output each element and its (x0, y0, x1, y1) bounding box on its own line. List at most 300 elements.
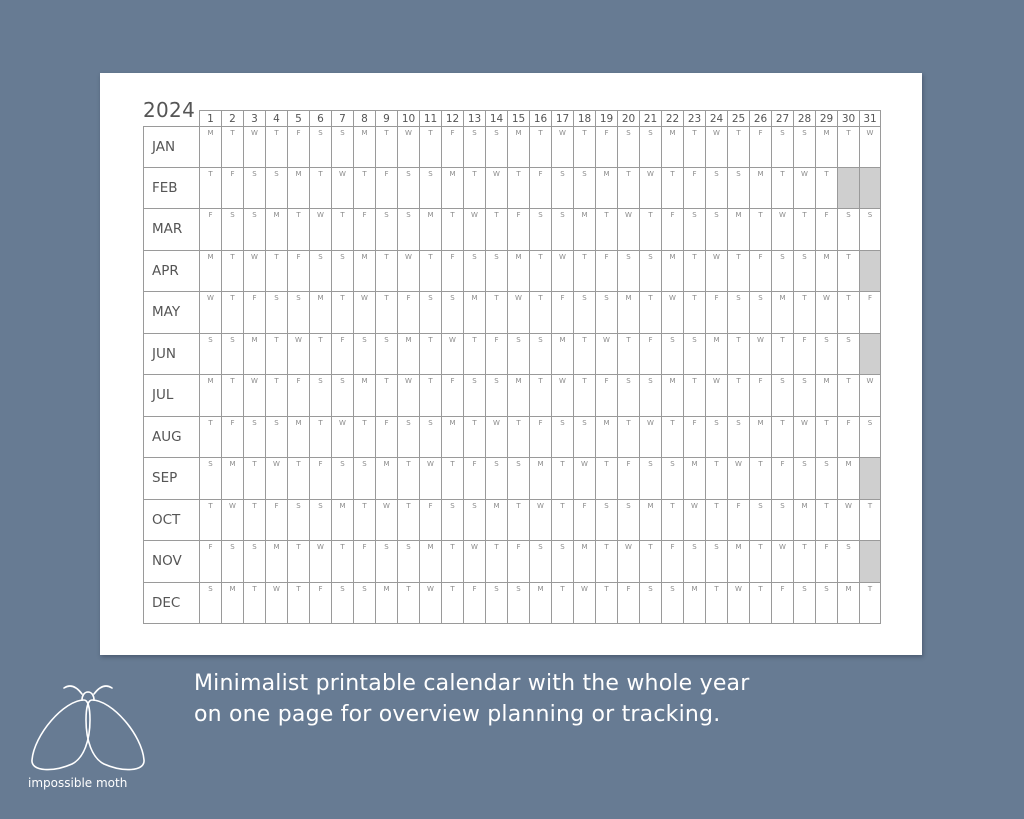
day-cell[interactable]: T (353, 168, 375, 210)
day-cell[interactable]: F (397, 292, 419, 334)
day-cell[interactable]: T (837, 126, 859, 168)
day-cell[interactable]: T (419, 126, 441, 168)
day-cell[interactable]: M (661, 251, 683, 293)
day-cell[interactable]: S (397, 209, 419, 251)
day-cell[interactable]: M (353, 126, 375, 168)
day-cell[interactable]: S (573, 417, 595, 459)
day-cell[interactable]: T (463, 334, 485, 376)
day-cell[interactable]: M (815, 375, 837, 417)
day-cell[interactable]: S (331, 583, 353, 625)
day-cell[interactable]: M (375, 583, 397, 625)
day-cell[interactable]: M (749, 168, 771, 210)
day-cell[interactable]: T (485, 541, 507, 583)
day-cell[interactable]: S (793, 375, 815, 417)
day-cell[interactable]: W (859, 375, 881, 417)
day-cell[interactable]: S (705, 168, 727, 210)
day-cell[interactable]: S (705, 209, 727, 251)
day-cell[interactable]: S (265, 292, 287, 334)
day-cell[interactable]: S (815, 583, 837, 625)
day-cell[interactable]: T (441, 541, 463, 583)
day-cell[interactable]: T (265, 126, 287, 168)
day-cell[interactable]: T (529, 251, 551, 293)
day-cell[interactable]: T (243, 458, 265, 500)
day-cell[interactable]: S (265, 417, 287, 459)
day-cell[interactable]: S (661, 334, 683, 376)
day-cell[interactable]: W (551, 375, 573, 417)
day-cell[interactable]: T (419, 251, 441, 293)
day-cell[interactable]: T (837, 292, 859, 334)
day-cell[interactable]: T (551, 458, 573, 500)
day-cell[interactable]: F (287, 375, 309, 417)
day-cell[interactable]: T (309, 334, 331, 376)
day-cell[interactable]: S (309, 500, 331, 542)
day-cell[interactable]: T (287, 458, 309, 500)
day-cell[interactable]: S (463, 500, 485, 542)
day-cell[interactable]: M (551, 334, 573, 376)
day-cell[interactable]: W (661, 292, 683, 334)
day-cell[interactable]: T (551, 500, 573, 542)
day-cell[interactable]: F (661, 541, 683, 583)
day-cell[interactable]: W (309, 541, 331, 583)
day-cell[interactable]: F (199, 541, 221, 583)
day-cell[interactable]: S (573, 292, 595, 334)
day-cell[interactable]: F (419, 500, 441, 542)
day-cell[interactable]: F (705, 292, 727, 334)
day-cell[interactable]: S (419, 417, 441, 459)
day-cell[interactable]: S (441, 500, 463, 542)
day-cell[interactable]: T (331, 541, 353, 583)
day-cell[interactable]: M (661, 375, 683, 417)
day-cell[interactable]: S (529, 209, 551, 251)
day-cell[interactable]: M (507, 126, 529, 168)
day-cell[interactable]: T (727, 375, 749, 417)
day-cell[interactable]: S (353, 458, 375, 500)
day-cell[interactable]: W (705, 375, 727, 417)
day-cell[interactable]: T (705, 500, 727, 542)
day-cell[interactable]: F (441, 251, 463, 293)
day-cell[interactable]: T (837, 251, 859, 293)
day-cell[interactable]: S (771, 375, 793, 417)
day-cell[interactable]: F (353, 541, 375, 583)
day-cell[interactable]: S (463, 126, 485, 168)
day-cell[interactable]: S (419, 292, 441, 334)
day-cell[interactable]: M (485, 500, 507, 542)
day-cell[interactable]: T (815, 168, 837, 210)
day-cell[interactable]: F (441, 375, 463, 417)
day-cell[interactable]: F (749, 251, 771, 293)
day-cell[interactable]: T (419, 375, 441, 417)
day-cell[interactable]: F (375, 417, 397, 459)
day-cell[interactable]: M (705, 334, 727, 376)
day-cell[interactable]: M (771, 292, 793, 334)
day-cell[interactable]: T (683, 292, 705, 334)
day-cell[interactable]: T (683, 375, 705, 417)
day-cell[interactable]: F (859, 292, 881, 334)
day-cell[interactable]: S (199, 334, 221, 376)
day-cell[interactable]: S (507, 583, 529, 625)
day-cell[interactable]: M (221, 583, 243, 625)
day-cell[interactable]: W (837, 500, 859, 542)
day-cell[interactable]: T (815, 417, 837, 459)
day-cell[interactable]: W (221, 500, 243, 542)
day-cell[interactable]: S (771, 251, 793, 293)
day-cell[interactable]: T (595, 209, 617, 251)
day-cell[interactable]: S (815, 458, 837, 500)
day-cell[interactable]: T (771, 334, 793, 376)
day-cell[interactable]: M (595, 417, 617, 459)
day-cell[interactable]: S (683, 334, 705, 376)
day-cell[interactable]: M (287, 417, 309, 459)
day-cell[interactable]: T (441, 209, 463, 251)
day-cell[interactable]: W (507, 292, 529, 334)
day-cell[interactable]: S (617, 375, 639, 417)
day-cell[interactable]: S (859, 417, 881, 459)
day-cell[interactable]: F (221, 417, 243, 459)
day-cell[interactable]: F (683, 168, 705, 210)
day-cell[interactable]: S (199, 583, 221, 625)
day-cell[interactable]: T (771, 417, 793, 459)
day-cell[interactable]: F (309, 583, 331, 625)
day-cell[interactable]: F (221, 168, 243, 210)
day-cell[interactable]: M (815, 126, 837, 168)
day-cell[interactable]: S (617, 500, 639, 542)
day-cell[interactable]: W (463, 209, 485, 251)
day-cell[interactable]: S (551, 541, 573, 583)
day-cell[interactable]: W (419, 458, 441, 500)
day-cell[interactable]: F (837, 417, 859, 459)
day-cell[interactable]: F (353, 209, 375, 251)
day-cell[interactable]: T (661, 417, 683, 459)
day-cell[interactable]: S (397, 168, 419, 210)
day-cell[interactable]: M (573, 541, 595, 583)
day-cell[interactable]: M (419, 541, 441, 583)
day-cell[interactable]: S (221, 209, 243, 251)
day-cell[interactable]: T (221, 292, 243, 334)
day-cell[interactable]: W (419, 583, 441, 625)
day-cell[interactable]: S (529, 334, 551, 376)
day-cell[interactable]: S (727, 417, 749, 459)
day-cell[interactable]: T (287, 583, 309, 625)
day-cell[interactable]: M (265, 209, 287, 251)
day-cell[interactable]: M (683, 458, 705, 500)
day-cell[interactable]: F (595, 375, 617, 417)
day-cell[interactable]: F (529, 417, 551, 459)
day-cell[interactable]: T (397, 458, 419, 500)
day-cell[interactable]: F (551, 292, 573, 334)
day-cell[interactable]: T (397, 500, 419, 542)
day-cell[interactable]: S (639, 583, 661, 625)
day-cell[interactable]: S (793, 251, 815, 293)
day-cell[interactable]: M (815, 251, 837, 293)
day-cell[interactable]: T (573, 251, 595, 293)
day-cell[interactable]: S (243, 209, 265, 251)
day-cell[interactable]: S (705, 541, 727, 583)
day-cell[interactable]: S (353, 334, 375, 376)
day-cell[interactable]: F (375, 168, 397, 210)
day-cell[interactable]: S (375, 334, 397, 376)
day-cell[interactable]: T (199, 500, 221, 542)
day-cell[interactable]: W (441, 334, 463, 376)
day-cell[interactable]: S (309, 251, 331, 293)
day-cell[interactable]: S (331, 251, 353, 293)
day-cell[interactable]: M (573, 209, 595, 251)
day-cell[interactable]: T (397, 583, 419, 625)
day-cell[interactable]: S (287, 292, 309, 334)
day-cell[interactable]: W (683, 500, 705, 542)
day-cell[interactable]: T (573, 334, 595, 376)
day-cell[interactable]: F (463, 458, 485, 500)
day-cell[interactable]: S (727, 292, 749, 334)
day-cell[interactable]: S (507, 458, 529, 500)
day-cell[interactable]: S (815, 334, 837, 376)
day-cell[interactable]: F (815, 209, 837, 251)
day-cell[interactable]: W (397, 126, 419, 168)
day-cell[interactable]: S (243, 541, 265, 583)
day-cell[interactable]: M (595, 168, 617, 210)
day-cell[interactable]: T (859, 583, 881, 625)
day-cell[interactable]: F (595, 251, 617, 293)
day-cell[interactable]: M (353, 375, 375, 417)
day-cell[interactable]: T (639, 292, 661, 334)
day-cell[interactable]: S (595, 500, 617, 542)
day-cell[interactable]: T (375, 251, 397, 293)
day-cell[interactable]: M (243, 334, 265, 376)
day-cell[interactable]: T (837, 375, 859, 417)
day-cell[interactable]: T (441, 458, 463, 500)
day-cell[interactable]: S (331, 458, 353, 500)
day-cell[interactable]: T (749, 583, 771, 625)
day-cell[interactable]: T (859, 500, 881, 542)
day-cell[interactable]: S (485, 458, 507, 500)
day-cell[interactable]: W (331, 168, 353, 210)
day-cell[interactable]: S (485, 583, 507, 625)
day-cell[interactable]: T (463, 168, 485, 210)
day-cell[interactable]: T (551, 583, 573, 625)
day-cell[interactable]: S (397, 417, 419, 459)
day-cell[interactable]: S (507, 334, 529, 376)
day-cell[interactable]: T (815, 500, 837, 542)
day-cell[interactable]: W (727, 458, 749, 500)
day-cell[interactable]: T (265, 334, 287, 376)
day-cell[interactable]: W (199, 292, 221, 334)
day-cell[interactable]: T (221, 126, 243, 168)
day-cell[interactable]: S (199, 458, 221, 500)
day-cell[interactable]: T (463, 417, 485, 459)
day-cell[interactable]: S (639, 458, 661, 500)
day-cell[interactable]: M (529, 583, 551, 625)
day-cell[interactable]: W (485, 417, 507, 459)
day-cell[interactable]: W (243, 126, 265, 168)
day-cell[interactable]: W (727, 583, 749, 625)
day-cell[interactable]: M (727, 209, 749, 251)
day-cell[interactable]: T (441, 583, 463, 625)
day-cell[interactable]: T (573, 126, 595, 168)
day-cell[interactable]: F (441, 126, 463, 168)
day-cell[interactable]: F (683, 417, 705, 459)
day-cell[interactable]: F (287, 126, 309, 168)
day-cell[interactable]: F (507, 541, 529, 583)
day-cell[interactable]: T (529, 292, 551, 334)
day-cell[interactable]: F (265, 500, 287, 542)
day-cell[interactable]: M (199, 126, 221, 168)
day-cell[interactable]: W (375, 500, 397, 542)
day-cell[interactable]: M (793, 500, 815, 542)
day-cell[interactable]: W (617, 209, 639, 251)
day-cell[interactable]: S (771, 500, 793, 542)
day-cell[interactable]: S (221, 334, 243, 376)
day-cell[interactable]: F (727, 500, 749, 542)
day-cell[interactable]: M (441, 168, 463, 210)
day-cell[interactable]: M (463, 292, 485, 334)
day-cell[interactable]: F (793, 334, 815, 376)
day-cell[interactable]: S (463, 375, 485, 417)
day-cell[interactable]: T (199, 417, 221, 459)
day-cell[interactable]: S (705, 417, 727, 459)
day-cell[interactable]: F (485, 334, 507, 376)
day-cell[interactable]: S (353, 583, 375, 625)
day-cell[interactable]: F (331, 334, 353, 376)
day-cell[interactable]: W (617, 541, 639, 583)
day-cell[interactable]: M (661, 126, 683, 168)
day-cell[interactable]: T (265, 251, 287, 293)
day-cell[interactable]: M (287, 168, 309, 210)
day-cell[interactable]: S (793, 126, 815, 168)
day-cell[interactable]: S (221, 541, 243, 583)
day-cell[interactable]: S (793, 458, 815, 500)
day-cell[interactable]: T (331, 209, 353, 251)
day-cell[interactable]: S (573, 168, 595, 210)
day-cell[interactable]: M (353, 251, 375, 293)
day-cell[interactable]: S (683, 541, 705, 583)
day-cell[interactable]: S (661, 458, 683, 500)
day-cell[interactable]: T (793, 541, 815, 583)
day-cell[interactable]: M (837, 458, 859, 500)
day-cell[interactable]: S (287, 500, 309, 542)
day-cell[interactable]: S (771, 126, 793, 168)
day-cell[interactable]: M (199, 251, 221, 293)
day-cell[interactable]: F (595, 126, 617, 168)
day-cell[interactable]: W (771, 209, 793, 251)
day-cell[interactable]: W (749, 334, 771, 376)
day-cell[interactable]: M (441, 417, 463, 459)
day-cell[interactable]: T (529, 126, 551, 168)
day-cell[interactable]: S (551, 209, 573, 251)
day-cell[interactable]: F (639, 334, 661, 376)
day-cell[interactable]: T (221, 251, 243, 293)
day-cell[interactable]: F (749, 126, 771, 168)
day-cell[interactable]: T (309, 168, 331, 210)
day-cell[interactable]: F (507, 209, 529, 251)
day-cell[interactable]: S (859, 209, 881, 251)
day-cell[interactable]: S (661, 583, 683, 625)
day-cell[interactable]: W (815, 292, 837, 334)
day-cell[interactable]: S (837, 334, 859, 376)
day-cell[interactable]: S (397, 541, 419, 583)
day-cell[interactable]: F (661, 209, 683, 251)
day-cell[interactable]: T (199, 168, 221, 210)
day-cell[interactable]: W (859, 126, 881, 168)
day-cell[interactable]: T (683, 126, 705, 168)
day-cell[interactable]: T (749, 458, 771, 500)
day-cell[interactable]: F (463, 583, 485, 625)
day-cell[interactable]: S (617, 251, 639, 293)
day-cell[interactable]: T (419, 334, 441, 376)
day-cell[interactable]: T (661, 500, 683, 542)
day-cell[interactable]: F (199, 209, 221, 251)
day-cell[interactable]: T (507, 417, 529, 459)
day-cell[interactable]: M (639, 500, 661, 542)
day-cell[interactable]: S (683, 209, 705, 251)
day-cell[interactable]: M (507, 375, 529, 417)
day-cell[interactable]: S (551, 168, 573, 210)
day-cell[interactable]: T (793, 209, 815, 251)
day-cell[interactable]: T (683, 251, 705, 293)
day-cell[interactable]: T (727, 334, 749, 376)
day-cell[interactable]: W (265, 583, 287, 625)
day-cell[interactable]: S (837, 209, 859, 251)
day-cell[interactable]: S (485, 251, 507, 293)
day-cell[interactable]: T (375, 375, 397, 417)
day-cell[interactable]: S (309, 375, 331, 417)
day-cell[interactable]: T (243, 583, 265, 625)
day-cell[interactable]: W (639, 417, 661, 459)
day-cell[interactable]: S (331, 375, 353, 417)
day-cell[interactable]: S (639, 375, 661, 417)
day-cell[interactable]: T (507, 168, 529, 210)
day-cell[interactable]: W (771, 541, 793, 583)
day-cell[interactable]: T (287, 541, 309, 583)
day-cell[interactable]: M (529, 458, 551, 500)
day-cell[interactable]: T (727, 251, 749, 293)
day-cell[interactable]: W (705, 251, 727, 293)
day-cell[interactable]: W (639, 168, 661, 210)
day-cell[interactable]: T (749, 541, 771, 583)
day-cell[interactable]: T (617, 168, 639, 210)
day-cell[interactable]: W (529, 500, 551, 542)
day-cell[interactable]: T (309, 417, 331, 459)
day-cell[interactable]: T (573, 375, 595, 417)
day-cell[interactable]: S (793, 583, 815, 625)
day-cell[interactable]: W (331, 417, 353, 459)
day-cell[interactable]: T (485, 292, 507, 334)
day-cell[interactable]: M (837, 583, 859, 625)
day-cell[interactable]: W (353, 292, 375, 334)
day-cell[interactable]: T (639, 209, 661, 251)
day-cell[interactable]: M (375, 458, 397, 500)
day-cell[interactable]: S (243, 168, 265, 210)
day-cell[interactable]: S (375, 209, 397, 251)
day-cell[interactable]: M (617, 292, 639, 334)
day-cell[interactable]: W (595, 334, 617, 376)
day-cell[interactable]: W (793, 168, 815, 210)
day-cell[interactable]: S (485, 375, 507, 417)
day-cell[interactable]: M (397, 334, 419, 376)
day-cell[interactable]: S (639, 126, 661, 168)
day-cell[interactable]: F (617, 583, 639, 625)
day-cell[interactable]: F (771, 458, 793, 500)
day-cell[interactable]: M (727, 541, 749, 583)
day-cell[interactable]: F (573, 500, 595, 542)
day-cell[interactable]: T (595, 541, 617, 583)
day-cell[interactable]: S (419, 168, 441, 210)
day-cell[interactable]: T (771, 168, 793, 210)
day-cell[interactable]: T (287, 209, 309, 251)
day-cell[interactable]: T (749, 209, 771, 251)
day-cell[interactable]: M (749, 417, 771, 459)
day-cell[interactable]: M (221, 458, 243, 500)
day-cell[interactable]: W (551, 251, 573, 293)
day-cell[interactable]: M (683, 583, 705, 625)
